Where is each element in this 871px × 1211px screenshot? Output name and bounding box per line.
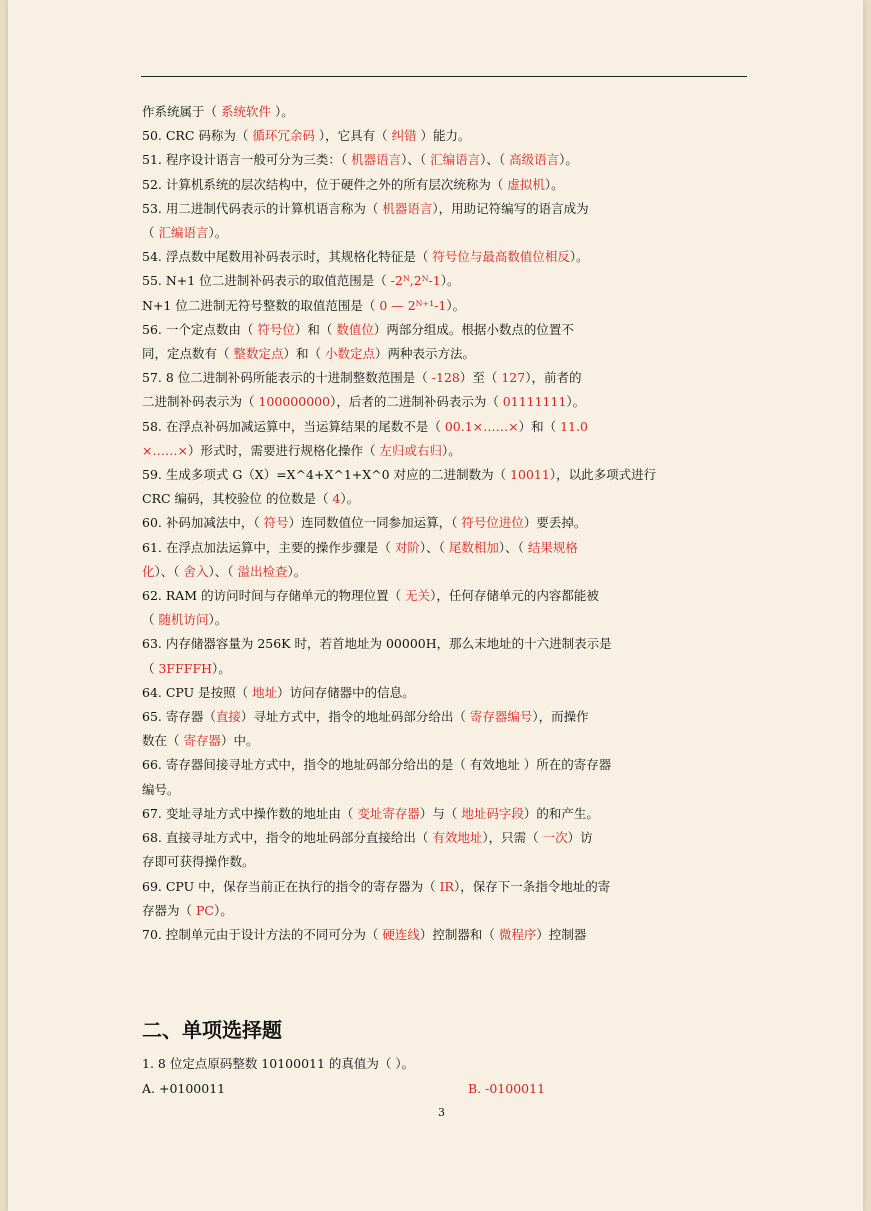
question-text: ）能力。 bbox=[420, 128, 471, 144]
question-text: ）。 bbox=[274, 104, 294, 119]
content-line bbox=[142, 124, 742, 148]
question-text: ），以此多项式进行 bbox=[549, 467, 657, 483]
question-text: 编号。 bbox=[142, 781, 180, 797]
question-text: ）。 bbox=[544, 176, 564, 192]
answer-text: 有效地址 bbox=[432, 830, 483, 846]
content-line bbox=[142, 173, 742, 197]
question-text: （ bbox=[142, 225, 159, 241]
content-line bbox=[142, 511, 742, 535]
content-line bbox=[142, 632, 742, 656]
answer-text: 机器语言 bbox=[382, 200, 433, 216]
question-text: ）、（ bbox=[498, 539, 528, 555]
answer-text: 4 bbox=[332, 491, 341, 507]
answer-text: 循环冗余码 bbox=[252, 128, 319, 144]
content-line bbox=[142, 366, 742, 390]
answer-text: 变址寄存器 bbox=[357, 805, 420, 821]
question-text: ）。 bbox=[569, 249, 589, 265]
question-text: 61. 在浮点加法运算中，主要的操作步骤是（ bbox=[142, 539, 395, 555]
content-line bbox=[142, 269, 742, 293]
question-text: ）。 bbox=[208, 225, 228, 241]
content-line bbox=[142, 608, 742, 632]
content-line bbox=[142, 245, 742, 269]
answer-text: 直接 bbox=[215, 709, 241, 725]
question-text: 50. CRC 码称为（ bbox=[142, 128, 253, 144]
question-text: 56. 一个定点数由（ bbox=[142, 321, 258, 337]
question-text: 59. 生成多项式 G（X）=X^4+X^1+X^0 对应的二进制数为（ bbox=[142, 467, 511, 483]
content-line bbox=[142, 778, 742, 802]
question-text: 58. 在浮点补码加减运算中，当运算结果的尾数不是（ bbox=[142, 418, 445, 434]
question-text: ），只需（ bbox=[482, 830, 543, 846]
content-line bbox=[142, 753, 742, 777]
question-text: 55. N+1 位二进制补码表示的取值范围是（ bbox=[142, 273, 391, 289]
question-text: ），保存下一条指令地址的寄 bbox=[453, 878, 611, 894]
question-text: ）、（ bbox=[208, 563, 238, 579]
question-text: 54. 浮点数中尾数用补码表示时，其规格化特征是（ bbox=[142, 249, 433, 265]
question-text: ）。 bbox=[566, 394, 586, 410]
question-text: ）访问存储器中的信息。 bbox=[277, 684, 415, 700]
header-rule bbox=[141, 76, 747, 77]
question-text: 68. 直接寻址方式中，指令的地址码部分直接给出（ bbox=[142, 830, 433, 846]
content-line bbox=[142, 439, 742, 463]
question-text: CRC 编码，其校验位 的位数是（ bbox=[142, 491, 333, 507]
question-text: 57. 8 位二进制补码所能表示的十进制整数范围是（ bbox=[142, 370, 432, 386]
question-text: ）连同数值位一同参加运算，（ bbox=[288, 515, 462, 531]
question-text: ），任何存储单元的内容都能被 bbox=[430, 588, 599, 604]
question-text: ）寻址方式中，指令的地址码部分给出（ bbox=[240, 709, 470, 725]
question-1: 1. 8 位定点原码整数 10100011 的真值为（ ）。 bbox=[142, 1056, 415, 1071]
question-text: 存器为（ bbox=[142, 902, 196, 918]
question-text: 66. 寄存器间接寻址方式中，指令的地址码部分给出的是（ 有效地址 ）所在的寄存器 bbox=[142, 757, 612, 773]
question-text: 52. 计算机系统的层次结构中，位于硬件之外的所有层次统称为（ bbox=[142, 176, 508, 192]
answer-text: 结果规格 bbox=[527, 539, 578, 555]
question-text: 存即可获得操作数。 bbox=[142, 854, 255, 870]
content-line bbox=[142, 850, 742, 874]
question-text: 53. 用二进制代码表示的计算机语言称为（ bbox=[142, 200, 383, 216]
answer-text: 00.1×……× bbox=[444, 418, 519, 434]
question-text: N+1 位二进制无符号整数的取值范围是（ bbox=[142, 297, 380, 313]
content-line bbox=[142, 657, 742, 681]
answer-text: 随机访问 bbox=[158, 612, 209, 628]
answer-text: 无关 bbox=[405, 588, 431, 604]
answer-text: 纠错 bbox=[391, 128, 421, 144]
content-line bbox=[142, 100, 742, 124]
answer-text: ×……× bbox=[142, 442, 188, 458]
answer-text: 虚拟机 bbox=[507, 176, 545, 192]
question-text: ）中。 bbox=[221, 733, 259, 749]
content-line bbox=[142, 802, 742, 826]
question-text: ）和（ bbox=[283, 346, 325, 362]
answer-text: 对阶 bbox=[394, 539, 420, 555]
question-text: 62. RAM 的访问时间与存储单元的物理位置（ bbox=[142, 588, 406, 604]
question-text: ）。 bbox=[208, 612, 228, 628]
question-text: ）两部分组成。根据小数点的位置不 bbox=[373, 321, 574, 337]
question-text: ）和（ bbox=[518, 418, 561, 434]
content-line bbox=[142, 294, 742, 318]
question-text: ）、（ bbox=[480, 152, 510, 168]
answer-text: 硬连线 bbox=[382, 926, 420, 942]
question-text: ）至（ bbox=[459, 370, 502, 386]
answer-text: 微程序 bbox=[498, 926, 537, 942]
question-text: 69. CPU 中，保存当前正在执行的指令的寄存器为（ bbox=[142, 878, 440, 894]
question-text: ）两种表示方法。 bbox=[375, 346, 476, 362]
fill-blank-section bbox=[142, 100, 742, 947]
question-text: ）、（ bbox=[419, 539, 449, 555]
content-line bbox=[142, 415, 742, 439]
question-text: ）。 bbox=[441, 442, 461, 458]
answer-text: 100000000 bbox=[258, 394, 331, 410]
content-line bbox=[142, 487, 742, 511]
answer-text: 127 bbox=[501, 370, 526, 386]
answer-text: 地址 bbox=[252, 684, 278, 700]
question-text: 同，定点数有（ bbox=[142, 346, 234, 362]
content-line bbox=[142, 705, 742, 729]
answer-text: 整数定点 bbox=[233, 346, 284, 362]
question-text: ）。 bbox=[212, 660, 231, 676]
answer-text: 寄存器编号 bbox=[469, 709, 533, 725]
answer-text: -2ᴺ,2ᴺ-1 bbox=[390, 273, 441, 289]
answer-text: 溢出检查 bbox=[237, 563, 288, 579]
answer-text: PC bbox=[195, 902, 214, 918]
question-text: ）访 bbox=[567, 830, 593, 846]
question-text: ）。 bbox=[446, 297, 466, 313]
content-line bbox=[142, 318, 742, 342]
question-text: ）的和产生。 bbox=[523, 805, 599, 821]
question-text: ）和（ bbox=[294, 321, 337, 337]
question-text: 63. 内存储器容量为 256K 时，若首地址为 00000H，那么末地址的十六进制表示是 bbox=[142, 636, 612, 652]
section-heading: 二、单项选择题 bbox=[142, 1018, 282, 1042]
answer-text: 10011 bbox=[510, 467, 550, 483]
question-text: ）控制器和（ bbox=[419, 926, 499, 942]
answer-text: 01111111 bbox=[502, 394, 567, 410]
answer-text: 符号 bbox=[263, 515, 289, 531]
content-line bbox=[142, 681, 742, 705]
question-text: ）形式时，需要进行规格化操作（ bbox=[187, 442, 380, 458]
question-text: ）。 bbox=[559, 152, 578, 168]
answer-text: 化 bbox=[142, 563, 155, 579]
question-text: 二进制补码表示为（ bbox=[142, 394, 259, 410]
question-text: 51. 程序设计语言一般可分为三类：（ bbox=[142, 152, 352, 168]
answer-text: 系统软件 bbox=[220, 104, 275, 119]
question-text: ），用助记符编写的语言成为 bbox=[432, 200, 589, 216]
content-line bbox=[142, 148, 742, 172]
answer-text: -128 bbox=[431, 370, 460, 386]
content-line bbox=[142, 221, 742, 245]
question-text: ），前者的 bbox=[525, 370, 582, 386]
question-text: ）、（ bbox=[154, 563, 184, 579]
content-line bbox=[142, 899, 742, 923]
answer-text: 左归或右归 bbox=[379, 442, 442, 458]
answer-text: 高级语言 bbox=[509, 152, 560, 168]
page-number: 3 bbox=[438, 1106, 445, 1119]
content-line bbox=[142, 390, 742, 414]
content-line bbox=[142, 463, 742, 487]
question-text: 70. 控制单元由于设计方法的不同可分为（ bbox=[142, 926, 383, 942]
answer-text: 机器语言 bbox=[351, 152, 402, 168]
question-text: ）。 bbox=[340, 491, 360, 507]
question-text: 数在（ bbox=[142, 733, 184, 749]
content-line bbox=[142, 584, 742, 608]
question-text: （ bbox=[142, 612, 159, 628]
question-text: ）。 bbox=[213, 902, 233, 918]
content-line bbox=[142, 826, 742, 850]
question-text: ），而操作 bbox=[532, 709, 589, 725]
question-text: ）。 bbox=[440, 273, 460, 289]
question-text: ）与（ bbox=[419, 805, 462, 821]
question-text: 60. 补码加减法中，（ bbox=[142, 515, 264, 531]
question-text: ），后者的二进制补码表示为（ bbox=[330, 394, 503, 410]
content-line bbox=[142, 923, 742, 947]
question-text: 64. CPU 是按照（ bbox=[142, 684, 253, 700]
question-text: 65. 寄存器（ bbox=[142, 709, 216, 725]
question-text: ）、（ bbox=[401, 152, 431, 168]
question-text: 67. 变址寻址方式中操作数的地址由（ bbox=[142, 805, 358, 821]
content-line bbox=[142, 875, 742, 899]
answer-text: 舍入 bbox=[183, 563, 209, 579]
answer-text: IR bbox=[439, 878, 454, 894]
question-text: ）要丢掉。 bbox=[523, 515, 587, 531]
answer-text: 一次 bbox=[542, 830, 568, 846]
answer-text: 3FFFFH bbox=[158, 660, 213, 676]
question-text: ）控制器 bbox=[536, 926, 587, 942]
answer-text: 地址码字段 bbox=[461, 805, 524, 821]
content-line bbox=[142, 560, 742, 584]
answer-text: 符号位 bbox=[257, 321, 295, 337]
content-line bbox=[142, 197, 742, 221]
question-text: ），它具有（ bbox=[318, 128, 392, 144]
answer-text: 11.0 bbox=[560, 418, 588, 434]
answer-text: 数值位 bbox=[336, 321, 374, 337]
answer-text: 尾数相加 bbox=[448, 539, 499, 555]
answer-text: 0 — 2ᴺ⁺¹-1 bbox=[379, 297, 447, 313]
content-line bbox=[142, 536, 742, 560]
question-text: （ bbox=[142, 660, 159, 676]
question-text: ）。 bbox=[287, 563, 307, 579]
question-text: 作系统属于（ bbox=[142, 104, 221, 119]
answer-text: 小数定点 bbox=[324, 346, 375, 362]
answer-text: 寄存器 bbox=[183, 733, 221, 749]
answer-text: 符号位进位 bbox=[461, 515, 524, 531]
document-page bbox=[8, 0, 863, 1211]
answer-text: 符号位与最高数值位相反 bbox=[432, 249, 570, 265]
content-line bbox=[142, 729, 742, 753]
answer-text: 汇编语言 bbox=[158, 225, 209, 241]
content-line bbox=[142, 342, 742, 366]
option-b: B. -0100011 bbox=[468, 1081, 546, 1096]
answer-text: 汇编语言 bbox=[430, 152, 481, 168]
option-a: A. +0100011 bbox=[142, 1081, 226, 1096]
